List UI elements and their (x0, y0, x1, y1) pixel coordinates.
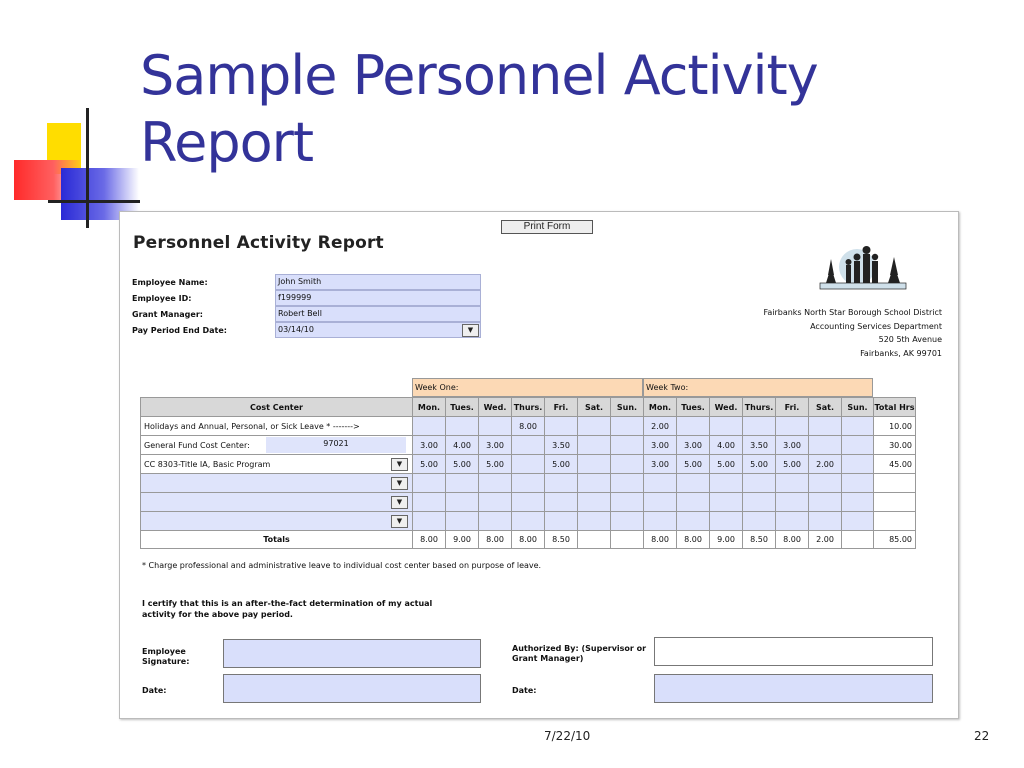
authorized-by-label: Authorized By: (Supervisor or Grant Manager) (512, 644, 647, 663)
hours-cell[interactable] (578, 512, 611, 531)
slide-date: 7/22/10 (544, 729, 591, 743)
hours-cell[interactable] (446, 417, 479, 436)
hours-cell[interactable] (611, 512, 644, 531)
hours-cell[interactable]: 3.00 (479, 436, 512, 455)
hours-cell[interactable]: 5.00 (743, 455, 776, 474)
total-hours-cell (578, 531, 611, 549)
slide-title-line2: Report (140, 111, 314, 174)
employee-signature-field[interactable] (223, 639, 481, 668)
hours-cell[interactable] (413, 417, 446, 436)
address-line-2: Accounting Services Department (810, 321, 942, 331)
hours-cell[interactable] (413, 474, 446, 493)
address-line-4: Fairbanks, AK 99701 (860, 348, 942, 358)
address-line-1: Fairbanks North Star Borough School District (763, 308, 942, 317)
hours-cell[interactable] (611, 436, 644, 455)
total-hours-cell: 8.00 (479, 531, 512, 549)
hours-cell[interactable] (842, 512, 874, 531)
column-header: Fri. (545, 398, 578, 417)
hours-cell[interactable] (479, 417, 512, 436)
hours-cell[interactable]: 3.00 (413, 436, 446, 455)
column-header: Tues. (446, 398, 479, 417)
cost-center-label: CC 8303-Title IA, Basic Program (144, 459, 271, 469)
general-fund-cost-center-input[interactable]: 97021 (266, 437, 406, 453)
row-total-cell (874, 512, 916, 531)
hours-cell[interactable] (677, 493, 710, 512)
row-total-cell (874, 493, 916, 512)
cost-center-cell[interactable] (141, 493, 413, 512)
column-header: Sun. (842, 398, 874, 417)
corner-decoration (0, 108, 150, 228)
certification-line-1: I certify that this is an after-the-fact determination of my actual (142, 599, 433, 608)
slide-title-line1: Sample Personnel Activity (140, 44, 818, 107)
hours-cell[interactable] (545, 512, 578, 531)
hours-cell[interactable] (578, 455, 611, 474)
certification-text (142, 598, 432, 620)
hours-cell[interactable]: 3.00 (776, 436, 809, 455)
district-address (763, 306, 942, 360)
grant-manager-label: Grant Manager: (132, 310, 203, 319)
hours-cell[interactable] (512, 493, 545, 512)
column-header: Mon. (413, 398, 446, 417)
total-hours-cell: 9.00 (710, 531, 743, 549)
hours-cell[interactable] (479, 512, 512, 531)
column-header: Wed. (710, 398, 743, 417)
chevron-down-icon[interactable]: ▼ (391, 515, 408, 528)
hours-cell[interactable] (710, 512, 743, 531)
hours-cell[interactable]: 5.00 (446, 455, 479, 474)
cost-center-cell[interactable] (141, 455, 413, 474)
hours-cell[interactable] (776, 493, 809, 512)
hours-cell[interactable]: 4.00 (710, 436, 743, 455)
row-total-cell: 10.00 (874, 417, 916, 436)
column-header: Sun. (611, 398, 644, 417)
hours-cell[interactable] (578, 436, 611, 455)
hours-cell[interactable] (644, 474, 677, 493)
hours-cell[interactable]: 5.00 (545, 455, 578, 474)
hours-cell[interactable] (842, 474, 874, 493)
cost-center-cell[interactable] (141, 512, 413, 531)
column-header: Wed. (479, 398, 512, 417)
total-hours-cell: 8.00 (677, 531, 710, 549)
column-header: Sat. (809, 398, 842, 417)
hours-cell[interactable]: 3.00 (644, 455, 677, 474)
employee-name-label: Employee Name: (132, 278, 208, 287)
cost-center-cell[interactable] (141, 474, 413, 493)
hours-cell[interactable] (413, 493, 446, 512)
hours-cell[interactable] (776, 512, 809, 531)
employee-date-label: Date: (142, 686, 167, 695)
chevron-down-icon[interactable]: ▼ (391, 458, 408, 471)
employee-name-field[interactable]: John Smith (275, 274, 481, 290)
chevron-down-icon[interactable]: ▼ (391, 496, 408, 509)
hours-cell[interactable] (776, 417, 809, 436)
hours-cell[interactable] (809, 474, 842, 493)
personnel-activity-form (119, 211, 959, 719)
hours-cell[interactable] (644, 493, 677, 512)
hours-cell[interactable] (677, 512, 710, 531)
chevron-down-icon[interactable]: ▼ (391, 477, 408, 490)
total-hours-cell (842, 531, 874, 549)
table-row (141, 417, 916, 436)
print-form-button[interactable]: Print Form (501, 220, 593, 234)
hours-cell[interactable]: 8.00 (512, 417, 545, 436)
total-hours-cell: 9.00 (446, 531, 479, 549)
grand-total-cell: 85.00 (874, 531, 916, 549)
total-hours-cell: 8.50 (743, 531, 776, 549)
column-header: Thurs. (512, 398, 545, 417)
hours-cell[interactable] (743, 417, 776, 436)
hours-cell[interactable] (842, 455, 874, 474)
table-row (141, 474, 916, 493)
slide-title (140, 42, 1000, 176)
total-hours-cell: 8.00 (776, 531, 809, 549)
pay-period-value: 03/14/10 (278, 325, 314, 334)
column-header: Thurs. (743, 398, 776, 417)
column-header: Mon. (644, 398, 677, 417)
hours-cell[interactable] (578, 417, 611, 436)
slide-page-number: 22 (974, 729, 990, 743)
employee-id-field[interactable]: f199999 (275, 290, 481, 306)
hours-cell[interactable] (479, 474, 512, 493)
hours-cell[interactable]: 2.00 (809, 455, 842, 474)
hours-cell[interactable] (578, 493, 611, 512)
week-one-header: Week One: (412, 378, 643, 397)
row-total-cell: 30.00 (874, 436, 916, 455)
hours-cell[interactable]: 3.00 (644, 436, 677, 455)
column-header: Fri. (776, 398, 809, 417)
column-header: Sat. (578, 398, 611, 417)
hours-cell[interactable]: 3.50 (743, 436, 776, 455)
total-hours-cell (611, 531, 644, 549)
totals-label: Totals (141, 531, 413, 549)
district-logo (806, 239, 920, 291)
hours-cell[interactable] (710, 474, 743, 493)
grid-header-row (141, 398, 916, 417)
authorized-by-field[interactable] (654, 637, 933, 666)
footnote: * Charge professional and administrative leave to individual cost center based on purpose of leave. (142, 561, 542, 570)
authorized-date-label: Date: (512, 686, 537, 695)
hours-cell[interactable]: 5.00 (677, 455, 710, 474)
hours-cell[interactable] (611, 455, 644, 474)
hours-cell[interactable]: 4.00 (446, 436, 479, 455)
hours-cell[interactable] (545, 417, 578, 436)
cost-center-cell (141, 436, 413, 455)
hours-cell[interactable] (743, 512, 776, 531)
hours-cell[interactable] (413, 512, 446, 531)
week-two-header: Week Two: (643, 378, 873, 397)
time-grid (140, 397, 916, 549)
employee-id-label: Employee ID: (132, 294, 192, 303)
hours-cell[interactable] (446, 493, 479, 512)
hours-cell[interactable] (644, 512, 677, 531)
totals-row (141, 531, 916, 549)
cost-center-cell (141, 417, 413, 436)
form-title: Personnel Activity Report (133, 233, 384, 253)
total-hours-cell: 2.00 (809, 531, 842, 549)
hours-cell[interactable] (545, 474, 578, 493)
hours-cell[interactable] (776, 474, 809, 493)
hours-cell[interactable]: 5.00 (479, 455, 512, 474)
hours-cell[interactable] (842, 417, 874, 436)
grant-manager-field[interactable]: Robert Bell (275, 306, 481, 322)
hours-cell[interactable] (545, 493, 578, 512)
address-line-3: 520 5th Avenue (878, 335, 942, 344)
hours-cell[interactable]: 5.00 (413, 455, 446, 474)
hours-cell[interactable] (743, 474, 776, 493)
hours-cell[interactable] (479, 493, 512, 512)
hours-cell[interactable] (842, 493, 874, 512)
total-hours-cell: 8.00 (413, 531, 446, 549)
hours-cell[interactable] (809, 512, 842, 531)
row-total-cell: 45.00 (874, 455, 916, 474)
hours-cell[interactable] (809, 417, 842, 436)
table-row (141, 512, 916, 531)
hours-cell[interactable] (446, 474, 479, 493)
hours-cell[interactable] (512, 474, 545, 493)
hours-cell[interactable] (512, 455, 545, 474)
hours-cell[interactable] (611, 417, 644, 436)
table-row (141, 436, 916, 455)
column-header: Tues. (677, 398, 710, 417)
hours-cell[interactable]: 3.00 (677, 436, 710, 455)
hours-cell[interactable]: 5.00 (710, 455, 743, 474)
hours-cell[interactable] (578, 474, 611, 493)
hours-cell[interactable] (710, 417, 743, 436)
hours-cell[interactable]: 2.00 (644, 417, 677, 436)
hours-cell[interactable] (842, 436, 874, 455)
hours-cell[interactable] (710, 493, 743, 512)
authorized-date-field[interactable] (654, 674, 933, 703)
certification-line-2: activity for the above pay period. (142, 610, 293, 619)
employee-signature-label: Employee Signature: (142, 647, 190, 666)
column-header: Total Hrs (874, 398, 916, 417)
cost-center-label: General Fund Cost Center: (144, 440, 250, 450)
hours-cell[interactable] (446, 512, 479, 531)
total-hours-cell: 8.00 (644, 531, 677, 549)
table-row (141, 493, 916, 512)
hours-cell[interactable] (809, 436, 842, 455)
hours-cell[interactable]: 5.00 (776, 455, 809, 474)
pay-period-label: Pay Period End Date: (132, 326, 227, 335)
hours-cell[interactable] (512, 512, 545, 531)
column-header: Cost Center (141, 398, 413, 417)
cost-center-label: Holidays and Annual, Personal, or Sick Leave * -------> (144, 421, 360, 431)
hours-cell[interactable] (512, 436, 545, 455)
hours-cell[interactable] (611, 493, 644, 512)
table-row (141, 455, 916, 474)
hours-cell[interactable] (677, 474, 710, 493)
hours-cell[interactable] (809, 493, 842, 512)
pay-period-select[interactable] (275, 322, 481, 338)
chevron-down-icon[interactable]: ▼ (462, 324, 479, 337)
total-hours-cell: 8.00 (512, 531, 545, 549)
employee-date-field[interactable] (223, 674, 481, 703)
hours-cell[interactable] (677, 417, 710, 436)
row-total-cell (874, 474, 916, 493)
hours-cell[interactable] (743, 493, 776, 512)
total-hours-cell: 8.50 (545, 531, 578, 549)
hours-cell[interactable] (611, 474, 644, 493)
hours-cell[interactable]: 3.50 (545, 436, 578, 455)
